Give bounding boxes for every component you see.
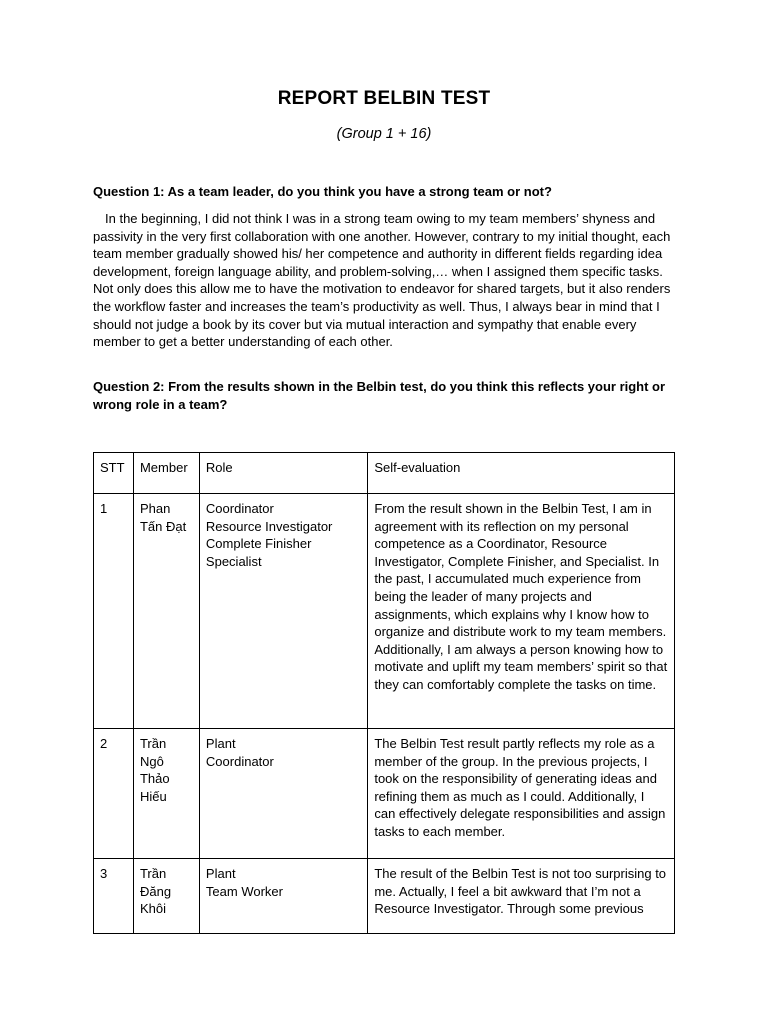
question-1-heading: Question 1: As a team leader, do you think you have a strong team or not?: [93, 184, 552, 199]
row-member: [133, 729, 199, 859]
question-1-answer: In the beginning, I did not think I was in a strong team owing to my team members’ shyness and passivity in the very first collaboration with one another. However, contrary to my initial thought, each team member gradually showed his/ her competence and authority in different fields regarding idea development, foreign language ability, and problem-solving,… when I assigned them specific tasks. Not only does this allow me to have the motivation to endeavor for shared targets, but it also renders the workflow faster and increases the team’s productivity as well. Thus, I always bear in mind that I should not judge a book by its cover but via mutual interaction and sympathy that enable every member to get a better understanding of each other.: [93, 211, 671, 350]
header-self-evaluation: Self-evaluation: [368, 453, 675, 494]
member-name-line: Tấn Đạt: [139, 518, 187, 534]
role-item: Complete Finisher: [205, 536, 312, 552]
header-stt: STT: [94, 453, 134, 494]
table-row: [94, 859, 675, 934]
row-self-evaluation: The Belbin Test result partly reflects my role as a member of the group. In the previous projects, I took on the responsibility of generating ideas and refining them as much as I could. Additionally, I can effectively delegate responsibilities and assign tasks to each member.: [368, 729, 675, 859]
role-item: Coordinator: [205, 753, 274, 769]
table-row: [94, 494, 675, 729]
question-2-heading: Question 2: From the results shown in the Belbin test, do you think this reflects your right or wrong role in a team?: [93, 379, 666, 412]
role-item: Plant: [205, 736, 236, 751]
role-item: Team Worker: [205, 883, 283, 899]
member-name-line: Phan: [139, 501, 171, 516]
role-item: Plant: [205, 866, 236, 881]
document-title: REPORT BELBIN TEST: [277, 88, 491, 109]
role-item: Resource Investigator: [205, 518, 333, 534]
table-row: [94, 729, 675, 859]
row-roles: [199, 859, 367, 934]
member-name-line: Trần: [139, 866, 167, 881]
row-stt: 1: [94, 494, 134, 729]
role-item: Coordinator: [205, 501, 274, 516]
row-stt: 2: [94, 729, 134, 859]
header-member: Member: [133, 453, 199, 494]
member-name-line: Trần Ngô: [139, 736, 167, 769]
member-name-line: Hiếu: [139, 788, 167, 804]
table-header-row: [94, 453, 675, 494]
role-item: Specialist: [205, 553, 262, 569]
row-member: [133, 859, 199, 934]
document-subtitle: (Group 1 + 16): [336, 126, 432, 142]
row-roles: [199, 494, 367, 729]
member-name-line: Thảo: [139, 771, 170, 787]
member-name-line: Khôi: [139, 901, 166, 917]
row-self-evaluation: The result of the Belbin Test is not too surprising to me. Actually, I feel a bit awkward that I’m not a Resource Investigator. Through some previous: [368, 859, 675, 934]
row-self-evaluation: From the result shown in the Belbin Test, I am in agreement with its reflection on my personal competence as a Coordinator, Resource Investigator, Complete Finisher, and Specialist. In the past, I accumulated much experience from being the leader of many projects and assignments, which explains why I know how to organize and distribute work to my team members. Additionally, I am always a person knowing how to motivate and uplift my team members’ spirit so that they can comfortably complete the tasks on time.: [368, 494, 675, 729]
belbin-table: [93, 452, 675, 934]
row-stt: 3: [94, 859, 134, 934]
member-name-line: Đăng: [139, 883, 172, 899]
header-role: Role: [199, 453, 367, 494]
row-member: [133, 494, 199, 729]
row-roles: [199, 729, 367, 859]
